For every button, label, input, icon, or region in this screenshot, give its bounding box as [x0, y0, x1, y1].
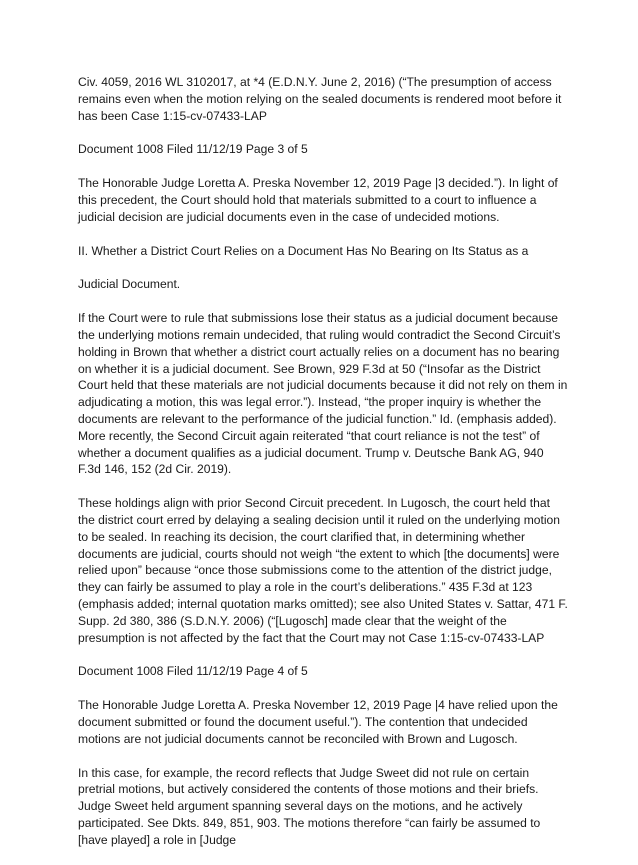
page-header-page-3: Document 1008 Filed 11/12/19 Page 3 of 5	[78, 142, 308, 157]
section-heading-line-1: II. Whether a District Court Relies on a Document Has No Bearing on Its Status as a	[78, 243, 529, 258]
paragraph-page-4-intro: The Honorable Judge Loretta A. Preska November 12, 2019 Page |4 have relied upon the document submitted or found the document useful.”). The contention that undecided motions are not judicial documents cannot be reconciled with Brown and Lugosch.	[78, 698, 558, 746]
paragraph-citation-continued: Civ. 4059, 2016 WL 3102017, at *4 (E.D.N.Y. June 2, 2016) (“The presumption of access remains even when the motion relying on the sealed documents is rendered moot before it has been Case 1:15-cv-07433-LAP	[78, 75, 562, 123]
document-page	[78, 74, 568, 865]
paragraph-judge-sweet-record: In this case, for example, the record reflects that Judge Sweet did not rule on certain pretrial motions, but actively considered the contents of those motions and their briefs. Judge Sweet held argument spanning several days on the motions, and he actively participated. See Dkts. 849, 851, 903. The motions therefore “can fairly be assumed to [have played] a role in [Judge	[78, 765, 541, 847]
paragraph-lugosch-precedent: These holdings align with prior Second Circuit precedent. In Lugosch, the court held that the district court erred by delaying a sealing decision until it ruled on the underlying motion to be sealed. In reaching its decision, the court clarified that, in determining whether documents are judicial, courts should not weigh “the extent to which [the documents] were relied upon” because “once those submissions come to the attention of the district judge, they can fairly be assumed to play a role in the court’s deliberations.” 435 F.3d at 123 (emphasis added; internal quotation marks omitted); see also United States v. Sattar, 471 F. Supp. 2d 380, 386 (S.D.N.Y. 2006) (“[Lugosch] made clear that the weight of the presumption is not affected by the fact that the Court may not Case 1:15-cv-07433-LAP	[78, 496, 568, 645]
section-heading-line-2: Judicial Document.	[78, 277, 181, 292]
paragraph-page-3-intro: The Honorable Judge Loretta A. Preska November 12, 2019 Page |3 decided.”). In light of this precedent, the Court should hold that materials submitted to a court to influence a judicial decision are judicial documents even in the case of undecided motions.	[78, 176, 558, 224]
paragraph-brown-holding: If the Court were to rule that submissions lose their status as a judicial document because the underlying motions remain undecided, that ruling would contradict the Second Circuit’s holding in Brown that whether a district court actually relies on a document has no bearing on whether it is a judicial document. See Brown, 929 F.3d at 50 (“Insofar as the District Court held that these materials are not judicial documents because it did not rely on them in adjudicating a motion, this was legal error.”). Instead, “the proper inquiry is whether the documents are relevant to the performance of the judicial function.” Id. (emphasis added). More recently, the Second Circuit again reiterated “that court reliance is not the test” of whether a document qualifies as a judicial document. Trump v. Deutsche Bank AG, 940 F.3d 146, 152 (2d Cir. 2019).	[78, 311, 568, 477]
page-header-page-4: Document 1008 Filed 11/12/19 Page 4 of 5	[78, 664, 308, 679]
